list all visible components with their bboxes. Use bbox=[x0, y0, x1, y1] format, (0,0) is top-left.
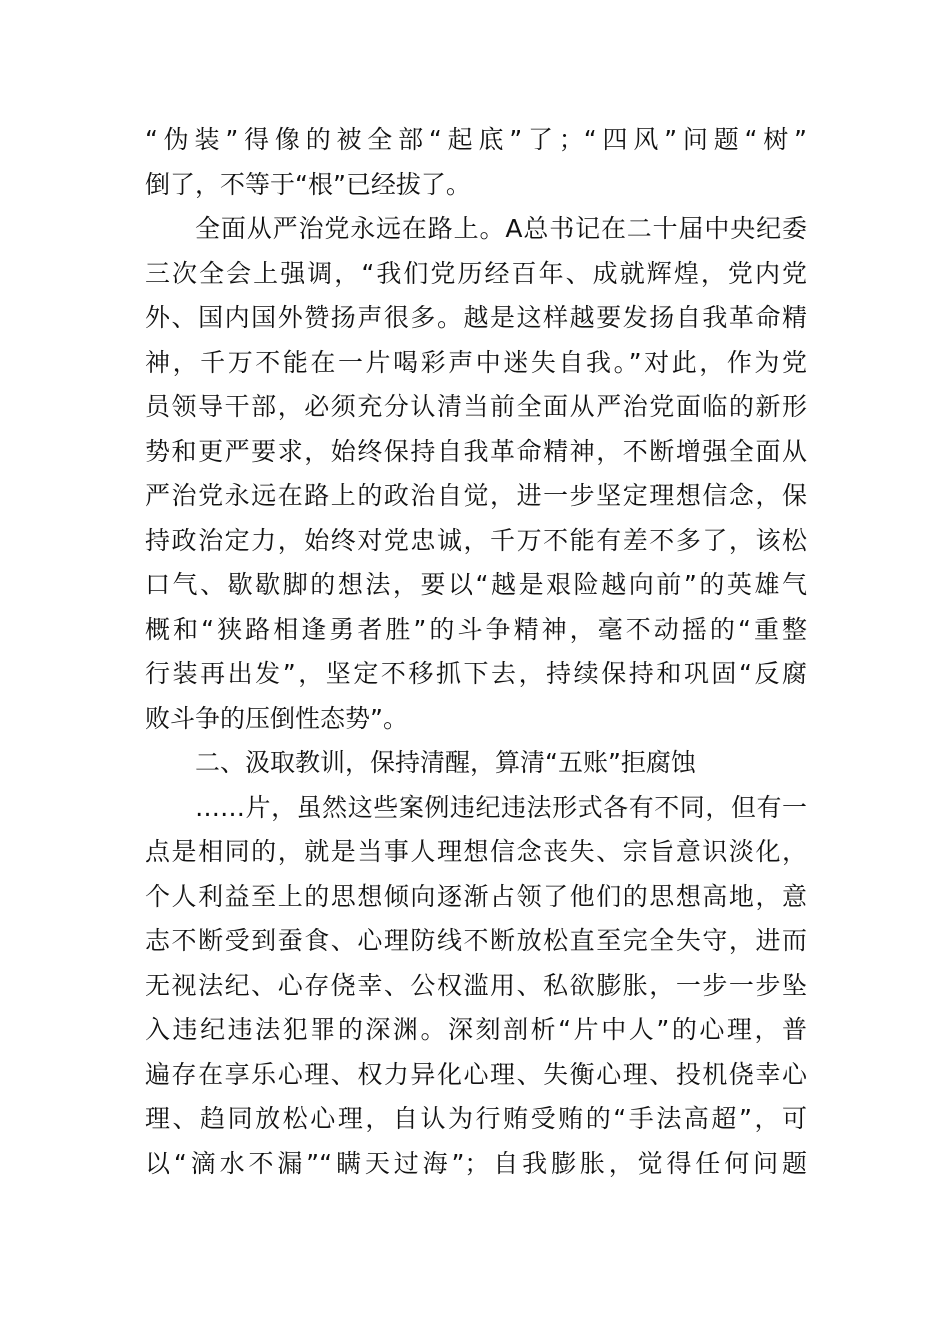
text-line: 口气、歇歇脚的想法，要以“越是艰险越向前”的英雄气 bbox=[145, 570, 807, 599]
paragraph bbox=[145, 207, 807, 741]
text-line: 严治党永远在路上的政治自觉，进一步坚定理想信念，保 bbox=[145, 481, 807, 510]
text-line: 败斗争的压倒性态势”。 bbox=[145, 703, 408, 733]
text-line: 入违纪违法犯罪的深渊。深刻剖析“片中人”的心理，普 bbox=[145, 1015, 807, 1044]
text-line: 全面从严治党永远在路上。A总书记在二十届中央纪委 bbox=[195, 214, 807, 243]
text-line: 无视法纪、心存侥幸、公权滥用、私欲膨胀，一步一步坠 bbox=[145, 970, 807, 1000]
document-body bbox=[145, 118, 807, 1186]
text-line: “伪装”得像的被全部“起底”了；“四风”问题“树” bbox=[145, 125, 807, 154]
text-line: 以“滴水不漏”“瞒天过海”；自我膨胀，觉得任何问题 bbox=[145, 1148, 807, 1178]
text-line: 志不断受到蚕食、心理防线不断放松直至完全失守，进而 bbox=[145, 926, 807, 955]
text-line: 遍存在享乐心理、权力异化心理、失衡心理、投机侥幸心 bbox=[145, 1059, 807, 1089]
section-heading bbox=[145, 741, 807, 786]
paragraph bbox=[145, 786, 807, 1187]
text-line: 三次全会上强调，“我们党历经百年、成就辉煌，党内党 bbox=[145, 258, 807, 288]
text-line: 势和更严要求，始终保持自我革命精神，不断增强全面从 bbox=[145, 436, 807, 466]
text-line: 个人利益至上的思想倾向逐渐占领了他们的思想高地，意 bbox=[145, 881, 807, 911]
text-line: 理、趋同放松心理，自认为行贿受贿的“手法高超”，可 bbox=[145, 1104, 807, 1133]
text-line: 员领导干部，必须充分认清当前全面从严治党面临的新形 bbox=[145, 392, 807, 421]
paragraph bbox=[145, 118, 807, 207]
text-line: 持政治定力，始终对党忠诚，千万不能有差不多了，该松 bbox=[145, 525, 807, 555]
text-line: 外、国内国外赞扬声很多。越是这样越要发扬自我革命精 bbox=[145, 303, 807, 332]
text-line: 倒了，不等于“根”已经拔了。 bbox=[145, 169, 471, 199]
text-line: 点是相同的，就是当事人理想信念丧失、宗旨意识淡化， bbox=[145, 837, 807, 866]
text-line: 行装再出发”，坚定不移抓下去，持续保持和巩固“反腐 bbox=[145, 659, 807, 688]
heading-text: 二、汲取教训，保持清醒，算清“五账”拒腐蚀 bbox=[195, 748, 696, 777]
text-line: 概和“狭路相逢勇者胜”的斗争精神，毫不动摇的“重整 bbox=[145, 614, 807, 644]
text-line: 神，千万不能在一片喝彩声中迷失自我。”对此，作为党 bbox=[145, 347, 807, 377]
text-line: ……片，虽然这些案例违纪违法形式各有不同，但有一 bbox=[195, 792, 807, 822]
